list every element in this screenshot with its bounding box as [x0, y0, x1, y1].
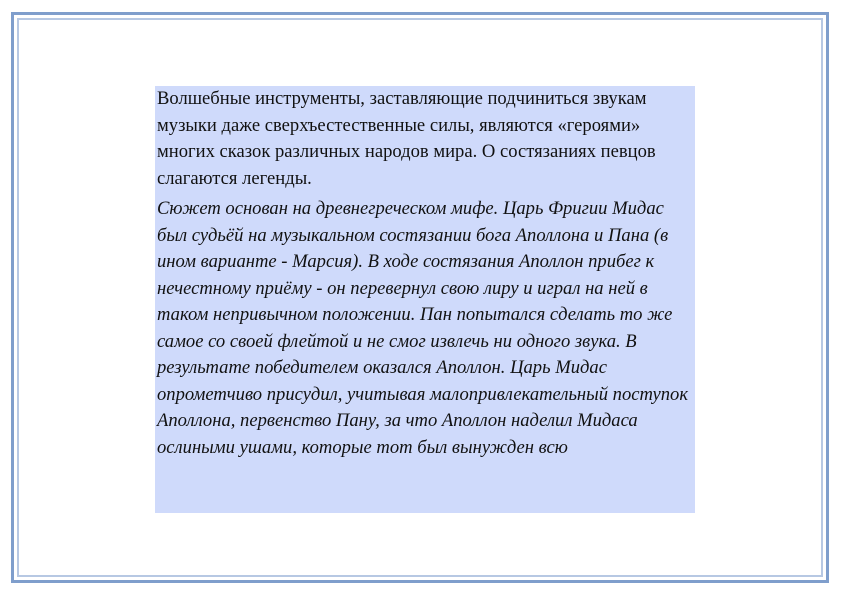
myth-paragraph: Сюжет основан на древнегреческом мифе. Царь Фригии Мидас был судьёй на музыкальном состязании бога Аполлона и Пана (в ином варианте - Марсия). В ходе состязания Аполлон прибег к нечестному приёму - он перевернул свою лиру и играл на ней в таком непривычном положении. Пан попытался сделать то же самое со своей флейтой и не смог извлечь ни одного звука. В результате победителем оказался Аполлон. Царь Мидас опрометчиво присудил, учитывая малопривлекательный поступок Аполлона, первенство Пану, за что Аполлон наделил Мидаса ослиными ушами, которые тот был вынужден всю	[157, 198, 689, 458]
text-box	[155, 86, 695, 513]
intro-paragraph: Волшебные инструменты, заставляющие подчиниться звукам музыки даже сверхъестественные силы, являются «героями» многих сказок различных народов мира. О состязаниях певцов слагаются легенды.	[157, 88, 656, 189]
